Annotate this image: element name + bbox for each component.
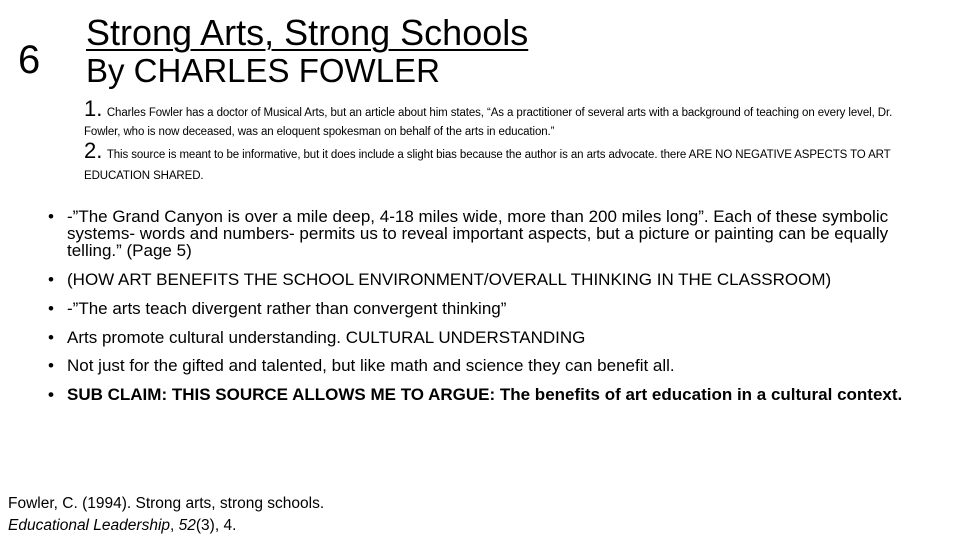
point-number: 2. — [84, 138, 103, 163]
bullet-icon: • — [48, 384, 54, 404]
bullet-icon: • — [48, 270, 54, 290]
slide-number: 6 — [18, 38, 41, 82]
bullet-text: -”The Grand Canyon is over a mile deep, 4-18 miles wide, more than 200 miles long”. Each of these symbolic systems- words and numbers- permits us to reveal important aspects, but a picture or painting can be equally telling.” (Page 5) — [67, 207, 889, 261]
point-text: This source is meant to be informative, but it does include a slight bias because the author is an arts advocate. there ARE NO NEGATIVE ASPECTS TO ART EDUCATION SHARED. — [84, 149, 891, 182]
slide-title: Strong Arts, Strong Schools — [86, 12, 529, 53]
bullet-item — [48, 300, 928, 317]
bullet-text: (HOW ART BENEFITS THE SCHOOL ENVIRONMENT/OVERALL THINKING IN THE CLASSROOM) — [67, 270, 832, 290]
citation-volume: 52 — [178, 517, 196, 534]
bullet-icon: • — [48, 327, 54, 347]
bullet-item — [48, 329, 928, 346]
point-number: 1. — [84, 96, 103, 121]
citation-journal: Educational Leadership — [8, 517, 171, 534]
credibility-point — [84, 96, 924, 141]
bullet-text: Arts promote cultural understanding. CULTURAL UNDERSTANDING — [67, 327, 586, 347]
bullet-text: -”The arts teach divergent rather than convergent thinking” — [67, 298, 507, 318]
point-text: Charles Fowler has a doctor of Musical Arts, but an article about him states, “As a practitioner of several arts with a background of teaching on every level, Dr. Fowler, who is now deceased, was an eloquent spokesman on behalf of the arts in education.” — [84, 107, 893, 138]
bias-point — [84, 138, 924, 186]
bullet-item — [48, 271, 928, 288]
sub-claim-bullet — [48, 386, 928, 403]
citation-separator: , — [170, 517, 179, 534]
bullet-text: SUB CLAIM: THIS SOURCE ALLOWS ME TO ARGUE: The benefits of art education in a cultural context. — [67, 384, 903, 404]
citation — [8, 493, 368, 537]
bullet-item — [48, 357, 928, 374]
citation-authors-title: Fowler, C. (1994). Strong arts, strong schools. — [8, 495, 325, 512]
bullet-icon: • — [48, 356, 54, 376]
bullet-text: Not just for the gifted and talented, but like math and science they can benefit all. — [67, 356, 675, 376]
bullet-icon: • — [48, 207, 54, 226]
title-block — [86, 14, 886, 89]
bullet-icon: • — [48, 298, 54, 318]
author-line: By CHARLES FOWLER — [86, 52, 440, 89]
bullet-item — [48, 208, 928, 260]
bullet-list — [48, 208, 928, 403]
citation-issue-pages: (3), 4. — [195, 517, 237, 534]
